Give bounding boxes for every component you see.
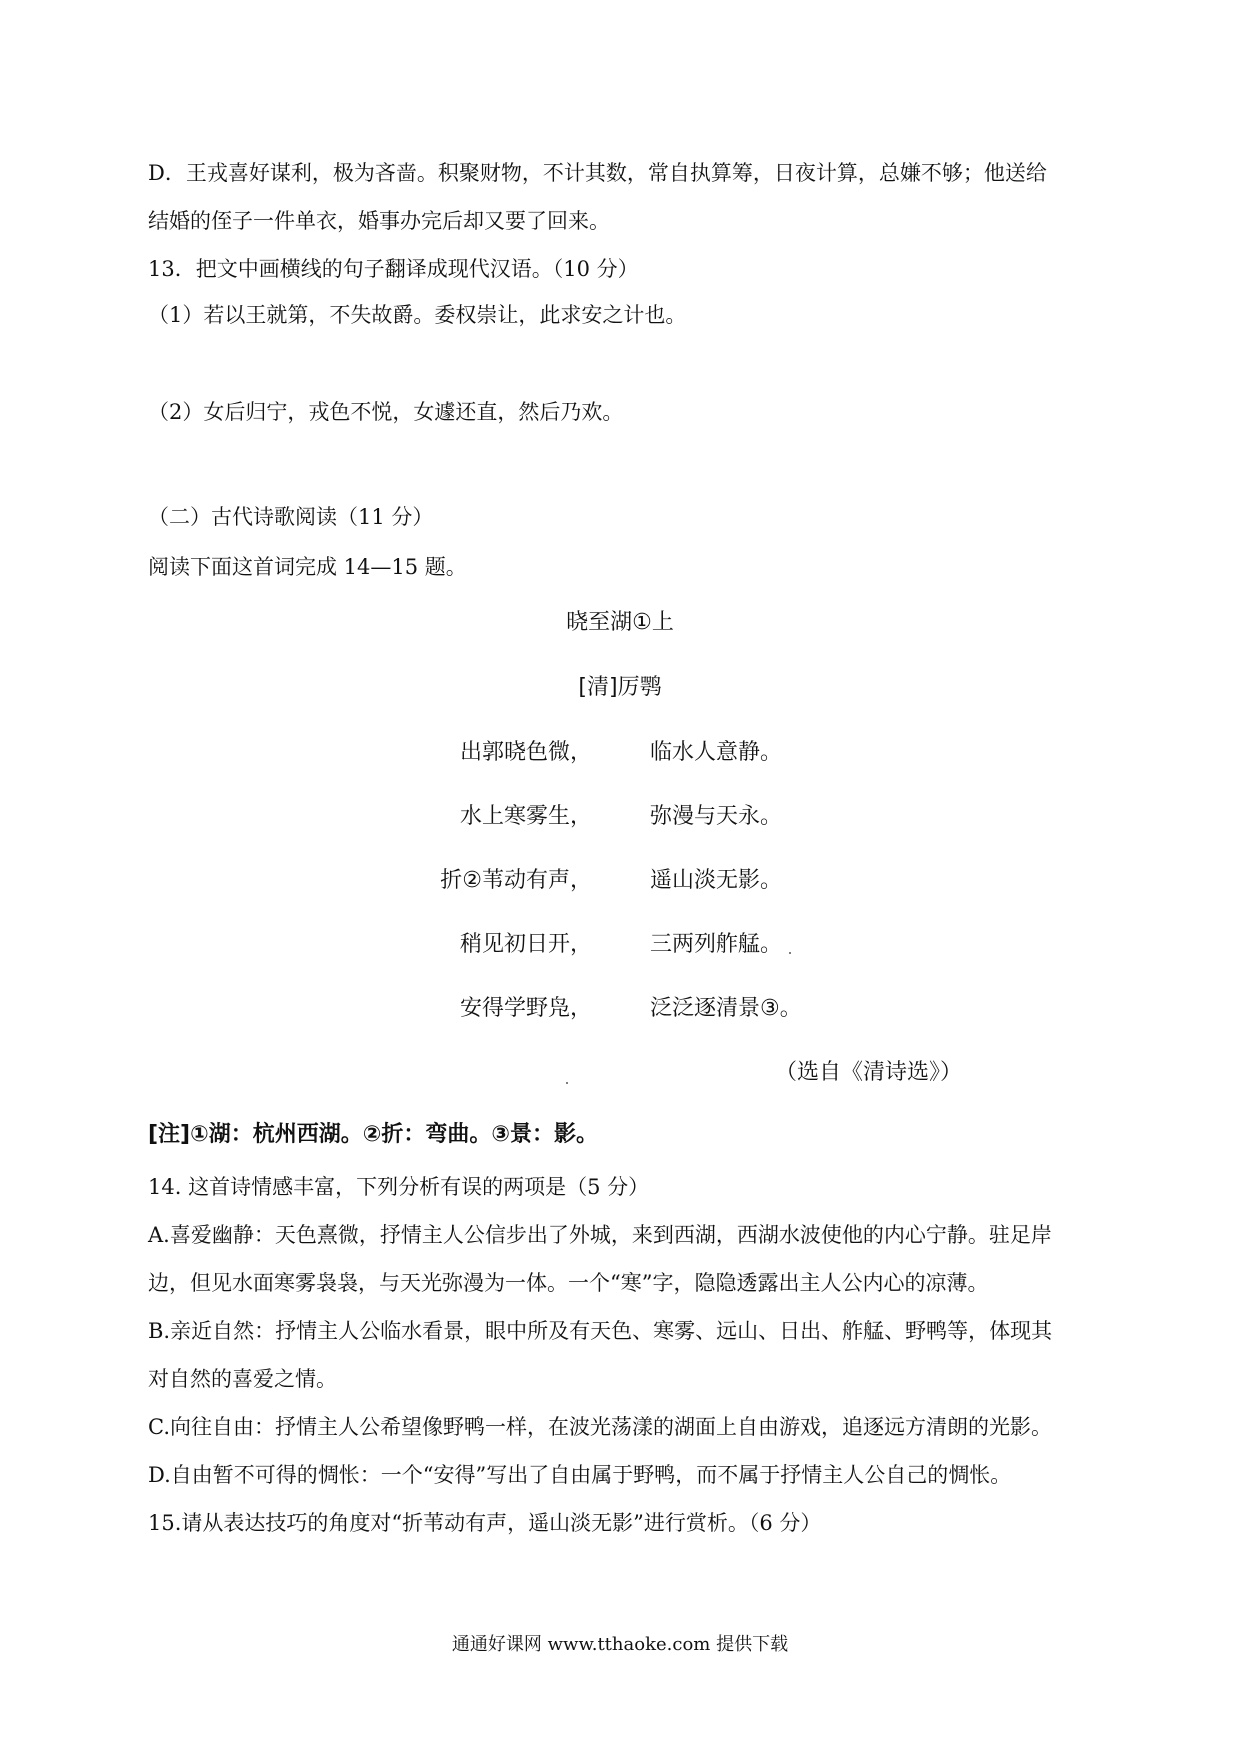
reading-instruction: 阅读下面这首词完成 14—15 题。 [148, 555, 467, 579]
question-15: 15.请从表达技巧的角度对“折苇动有声，遥山淡无影”进行赏析。（6 分） [148, 1511, 822, 1535]
question-14-option-b-line-1: B.亲近自然：抒情主人公临水看景，眼中所及有天色、寒雾、远山、日出、舴艋、野鸭等，体现其 [148, 1319, 1053, 1343]
poem-couplet [0, 866, 1240, 896]
poem-line: 临水人意静。 [650, 740, 783, 765]
question-14: 14. 这首诗情感丰富，下列分析有误的两项是（5 分） [148, 1175, 650, 1199]
option-d-line-2: 结婚的侄子一件单衣，婚事办完后却又要了回来。 [148, 209, 610, 233]
poem-line: 稍见初日开， [459, 932, 592, 957]
question-14-option-d: D.自由暂不可得的惆怅：一个“安得”写出了自由属于野鸭，而不属于抒情主人公自己的惆怅。 [148, 1463, 1012, 1487]
poem-title: 晓至湖①上 [566, 610, 674, 635]
poem-couplet [0, 994, 1240, 1024]
poem-author: [清]厉鹗 [578, 675, 662, 700]
question-14-option-c: C.向往自由：抒情主人公希望像野鸭一样，在波光荡漾的湖面上自由游戏，追逐远方清朗的光影。 [148, 1415, 1052, 1439]
section-heading-poetry: （二）古代诗歌阅读（11 分） [148, 505, 434, 529]
option-d-line-1: D．王戎喜好谋利，极为吝啬。积聚财物，不计其数，常自执算筹，日夜计算，总嫌不够；他送给 [148, 161, 1047, 185]
poem-note: [注]①湖：杭州西湖。②折：弯曲。③景：影。 [148, 1122, 598, 1147]
poem-line: 水上寒雾生， [459, 804, 592, 829]
poem-line: 折②苇动有声， [440, 868, 592, 893]
poem-line: 遥山淡无影。 [650, 868, 783, 893]
page-footer: 通通好课网 www.tthaoke.com 提供下载 [451, 1634, 789, 1655]
scan-speck [789, 952, 791, 954]
poem-line: 三两列舴艋。 [650, 932, 783, 957]
question-13: 13．把文中画横线的句子翻译成现代汉语。（10 分） [148, 257, 639, 281]
question-14-option-b-line-2: 对自然的喜爱之情。 [148, 1367, 337, 1391]
poem-line: 弥漫与天永。 [650, 804, 783, 829]
poem-couplet [0, 802, 1240, 832]
poem-line: 安得学野凫， [459, 996, 592, 1021]
scan-speck [566, 1082, 568, 1084]
poem-line: 出郭晓色微， [459, 740, 592, 765]
question-14-option-a-line-1: A.喜爱幽静：天色熹微，抒情主人公信步出了外城，来到西湖，西湖水波使他的内心宁静。驻足岸 [148, 1223, 1052, 1247]
question-13-part-1: （1）若以王就第，不失故爵。委权崇让，此求安之计也。 [148, 303, 687, 327]
poem-line: 泛泛逐清景③。 [650, 996, 802, 1021]
poem-couplet [0, 738, 1240, 768]
poem-source: （选自《清诗选》） [775, 1060, 963, 1085]
question-13-part-2: （2）女后归宁，戎色不悦，女遽还直，然后乃欢。 [148, 400, 624, 424]
question-14-option-a-line-2: 边，但见水面寒雾袅袅，与天光弥漫为一体。一个“寒”字，隐隐透露出主人公内心的凉薄。 [148, 1271, 989, 1295]
poem-couplet [0, 930, 1240, 960]
